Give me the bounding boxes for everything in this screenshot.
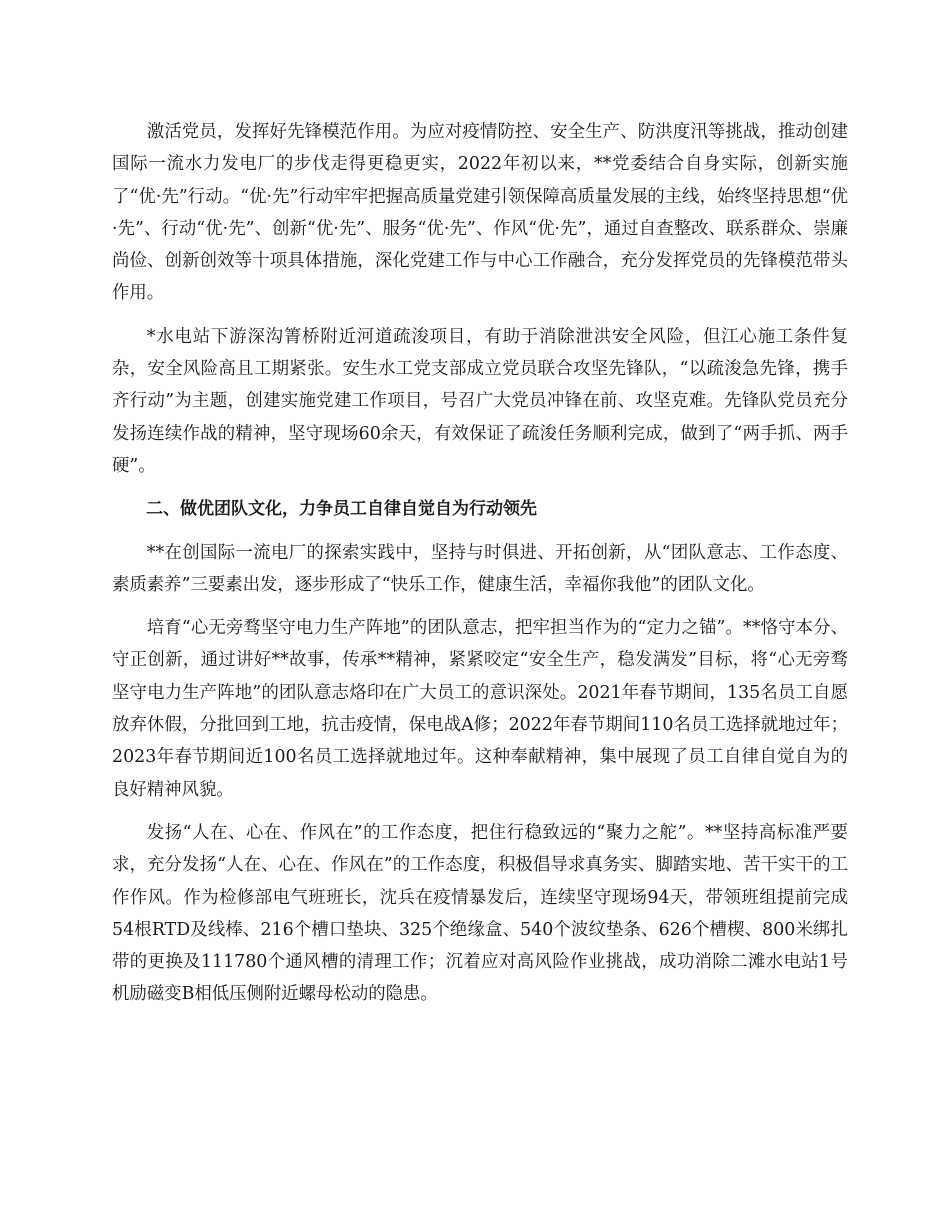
paragraph-team-culture-intro: **在创国际一流电厂的探索实践中，坚持与时俱进、开拓创新，从“团队意志、工作态度、素质素养”三要素出发，逐步形成了“快乐工作，健康生活，幸福你我他”的团队文化。 (112, 542, 848, 595)
paragraph-activate-party-members: 激活党员，发挥好先锋模范作用。为应对疫情防控、安全生产、防洪度汛等挑战，推动创建国际一流水力发电厂的步伐走得更稳更实，2022年初以来，**党委结合自身实际，创新实施了“优·先”行动。“优·先”行动牢牢把握高质量党建引领保障高质量发展的主线，始终坚持思想“优·先”、行动“优·先”、创新“优·先”、服务“优·先”、作风“优·先”，通过自查整改、联系群众、崇廉尚俭、创新创效等十项具体措施，深化党建工作与中心工作融合，充分发挥党员的先锋模范带头作用。 (112, 122, 848, 304)
paragraph-team-will: 培育“心无旁骛坚守电力生产阵地”的团队意志，把牢担当作为的“定力之锚”。**恪守本分、守正创新，通过讲好**故事，传承**精神，紧紧咬定“安全生产，稳发满发”目标，将“心无旁骛坚守电力生产阵地”的团队意志烙印在广大员工的意识深处。2021年春节期间，135名员工自愿放弃休假，分批回到工地，抗击疫情，保电战A修；2022年春节期间110名员工选择就地过年；2023年春节期间近100名员工选择就地过年。这种奉献精神，集中展现了员工自律自觉自为的良好精神风貌。 (112, 618, 848, 800)
section-heading-team-culture: 二、做优团队文化，力争员工自律自觉自为行动领先 (146, 499, 537, 520)
document-body (112, 116, 848, 1022)
paragraph-work-attitude: 发扬“人在、心在、作风在”的工作态度，把住行稳致远的“聚力之舵”。**坚持高标准严要求，充分发扬“人在、心在、作风在”的工作态度，积极倡导求真务实、脚踏实地、苦干实干的工作作风。作为检修部电气班班长，沈兵在疫情暴发后，连续坚守现场94天，带领班组提前完成54根RTD及线棒、216个槽口垫块、325个绝缘盒、540个波纹垫条、626个槽楔、800米绑扎带的更换及111780个通风槽的清理工作；沉着应对高风险作业挑战，成功消除二滩水电站1号机励磁变B相低压侧附近螺母松动的隐患。 (112, 822, 848, 1005)
paragraph-dredging-project: *水电站下游深沟箐桥附近河道疏浚项目，有助于消除泄洪安全风险，但江心施工条件复杂，安全风险高且工期紧张。安生水工党支部成立党员联合攻坚先锋队，“以疏浚急先锋，携手齐行动”为主题，创建实施党建工作项目，号召广大党员冲锋在前、攻坚克难。先锋队党员充分发扬连续作战的精神，坚守现场60余天，有效保证了疏浚任务顺利完成，做到了“两手抓、两手硬”。 (112, 326, 848, 476)
